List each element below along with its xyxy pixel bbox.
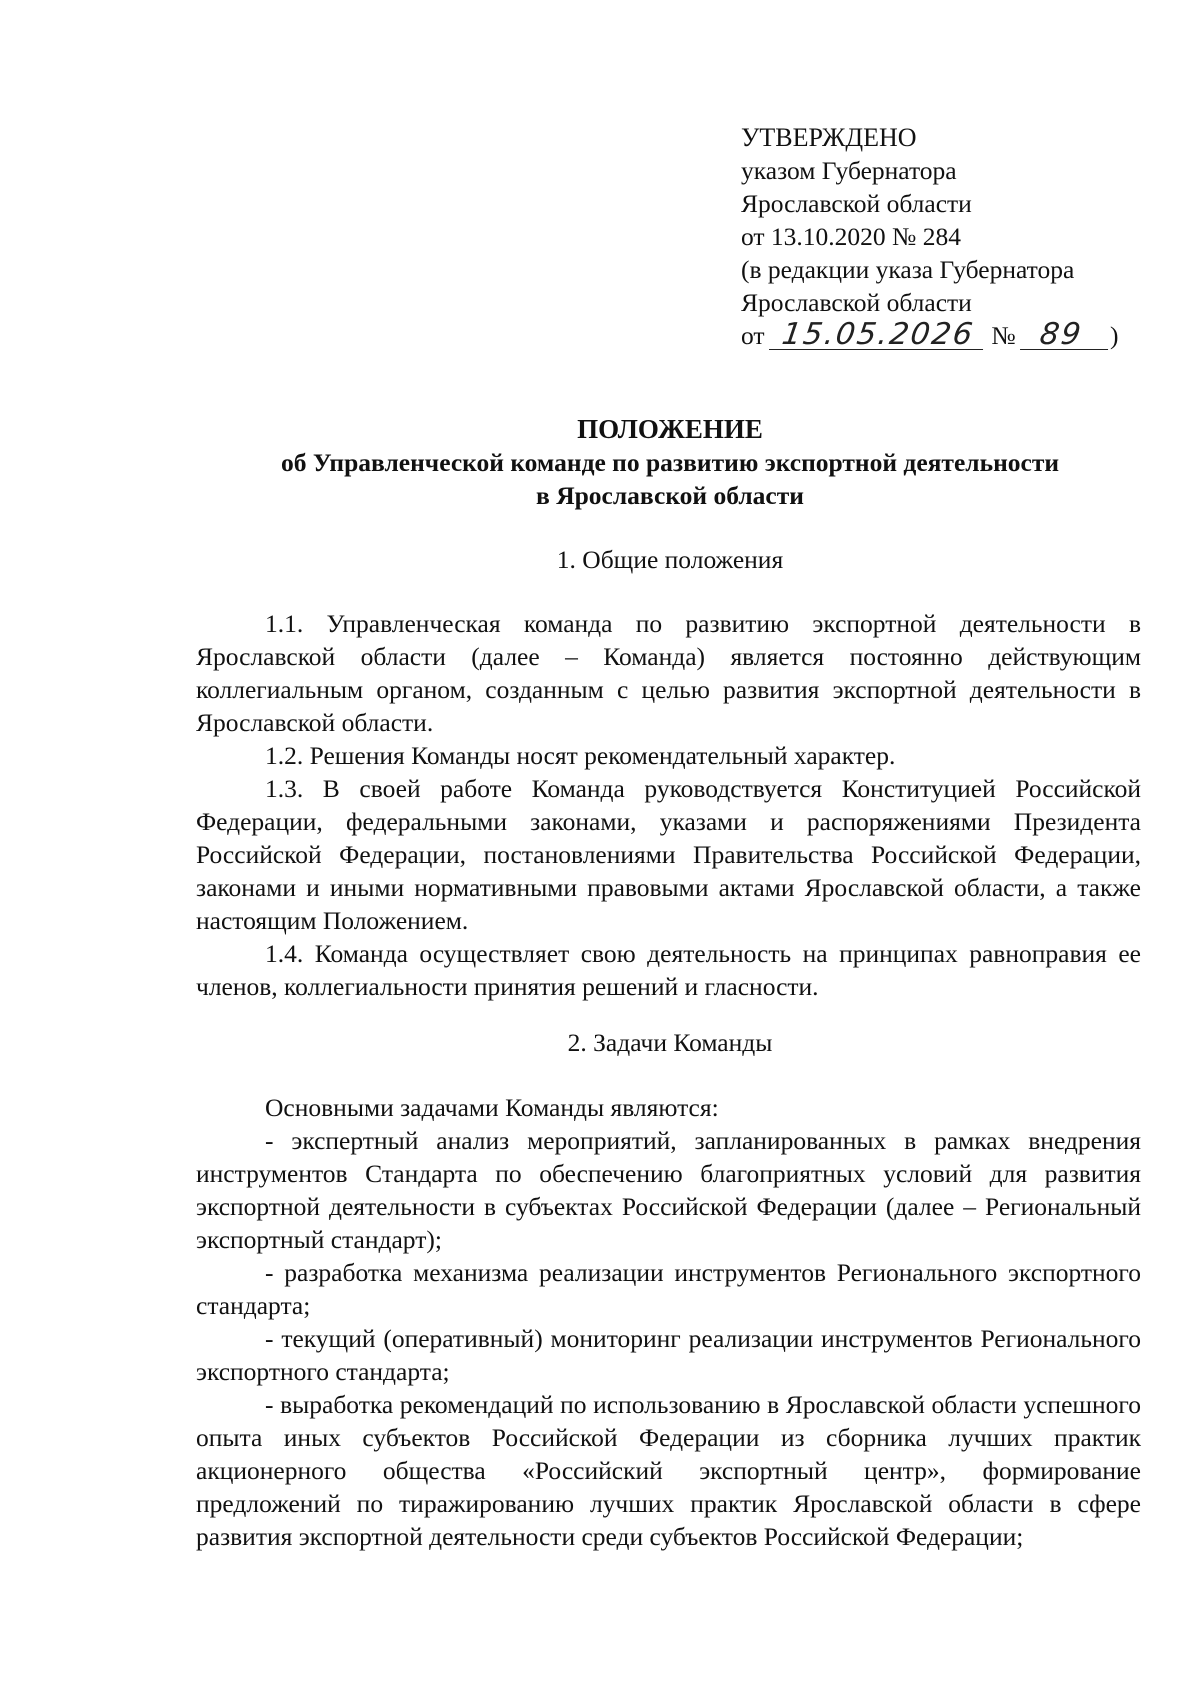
document-subtitle-line-2: в Ярославской области <box>536 481 804 510</box>
document-title: ПОЛОЖЕНИЕ <box>577 414 763 444</box>
task-item-2: - разработка механизма реализации инструментов Регионального экспортного стандарта; <box>196 1258 1141 1320</box>
approval-stamp-block <box>741 121 1171 352</box>
section-2-intro: Основными задачами Команды являются: <box>265 1093 719 1122</box>
task-item-3: - текущий (оперативный) мониторинг реализации инструментов Регионального экспортного стандарта; <box>196 1324 1141 1386</box>
handwritten-date: 15.05.2026 <box>769 321 987 350</box>
approval-line-5: Ярославской области <box>741 288 972 317</box>
paragraph-1-1: 1.1. Управленческая команда по развитию экспортной деятельности в Ярославской области (далее – Команда) является постоянно действующим коллегиальным органом, созданным с целью развития экспортной деятельности в Ярославской области. <box>196 609 1141 737</box>
approval-line-2: Ярославской области <box>741 189 972 218</box>
paragraph-1-2: 1.2. Решения Команды носят рекомендательный характер. <box>265 741 896 770</box>
approval-date-line <box>741 319 1171 352</box>
approval-line-1: указом Губернатора <box>741 156 957 185</box>
section-2-title: 2. Задачи Команды <box>567 1028 773 1057</box>
date-prefix: от <box>741 321 765 350</box>
task-item-1: - экспертный анализ мероприятий, запланированных в рамках внедрения инструментов Стандарта по обеспечению благоприятных условий для развития экспортной деятельности в субъектах Российской Федерации (далее – Региональный экспортный стандарт); <box>196 1126 1141 1254</box>
number-sign: № <box>991 321 1016 350</box>
approval-title: УТВЕРЖДЕНО <box>741 123 917 152</box>
section-1-body <box>196 607 1141 1003</box>
paragraph-1-4: 1.4. Команда осуществляет свою деятельность на принципах равноправия ее членов, коллегиальности принятия решений и гласности. <box>196 939 1141 1001</box>
task-item-4: - выработка рекомендаций по использованию в Ярославской области успешного опыта иных субъектов Российской Федерации из сборника лучших практик акционерного общества «Российский экспортный центр», формирование предложений по тиражированию лучших практик Ярославской области в сфере развития экспортной деятельности среди субъектов Российской Федерации; <box>196 1390 1141 1551</box>
close-paren: ) <box>1110 321 1119 350</box>
section-2-body <box>196 1091 1141 1553</box>
paragraph-1-3: 1.3. В своей работе Команда руководствуется Конституцией Российской Федерации, федеральными законами, указами и распоряжениями Президента Российской Федерации, постановлениями Правительства Российской Федерации, законами и иными нормативными правовыми актами Ярославской области, а также настоящим Положением. <box>196 774 1141 935</box>
document-subtitle-line-1: об Управленческой команде по развитию экспортной деятельности <box>280 448 1060 477</box>
approval-line-3: от 13.10.2020 № 284 <box>741 222 962 251</box>
section-1-title: 1. Общие положения <box>556 545 784 574</box>
handwritten-number: 89 <box>1020 321 1112 350</box>
approval-line-4: (в редакции указа Губернатора <box>741 255 1075 284</box>
